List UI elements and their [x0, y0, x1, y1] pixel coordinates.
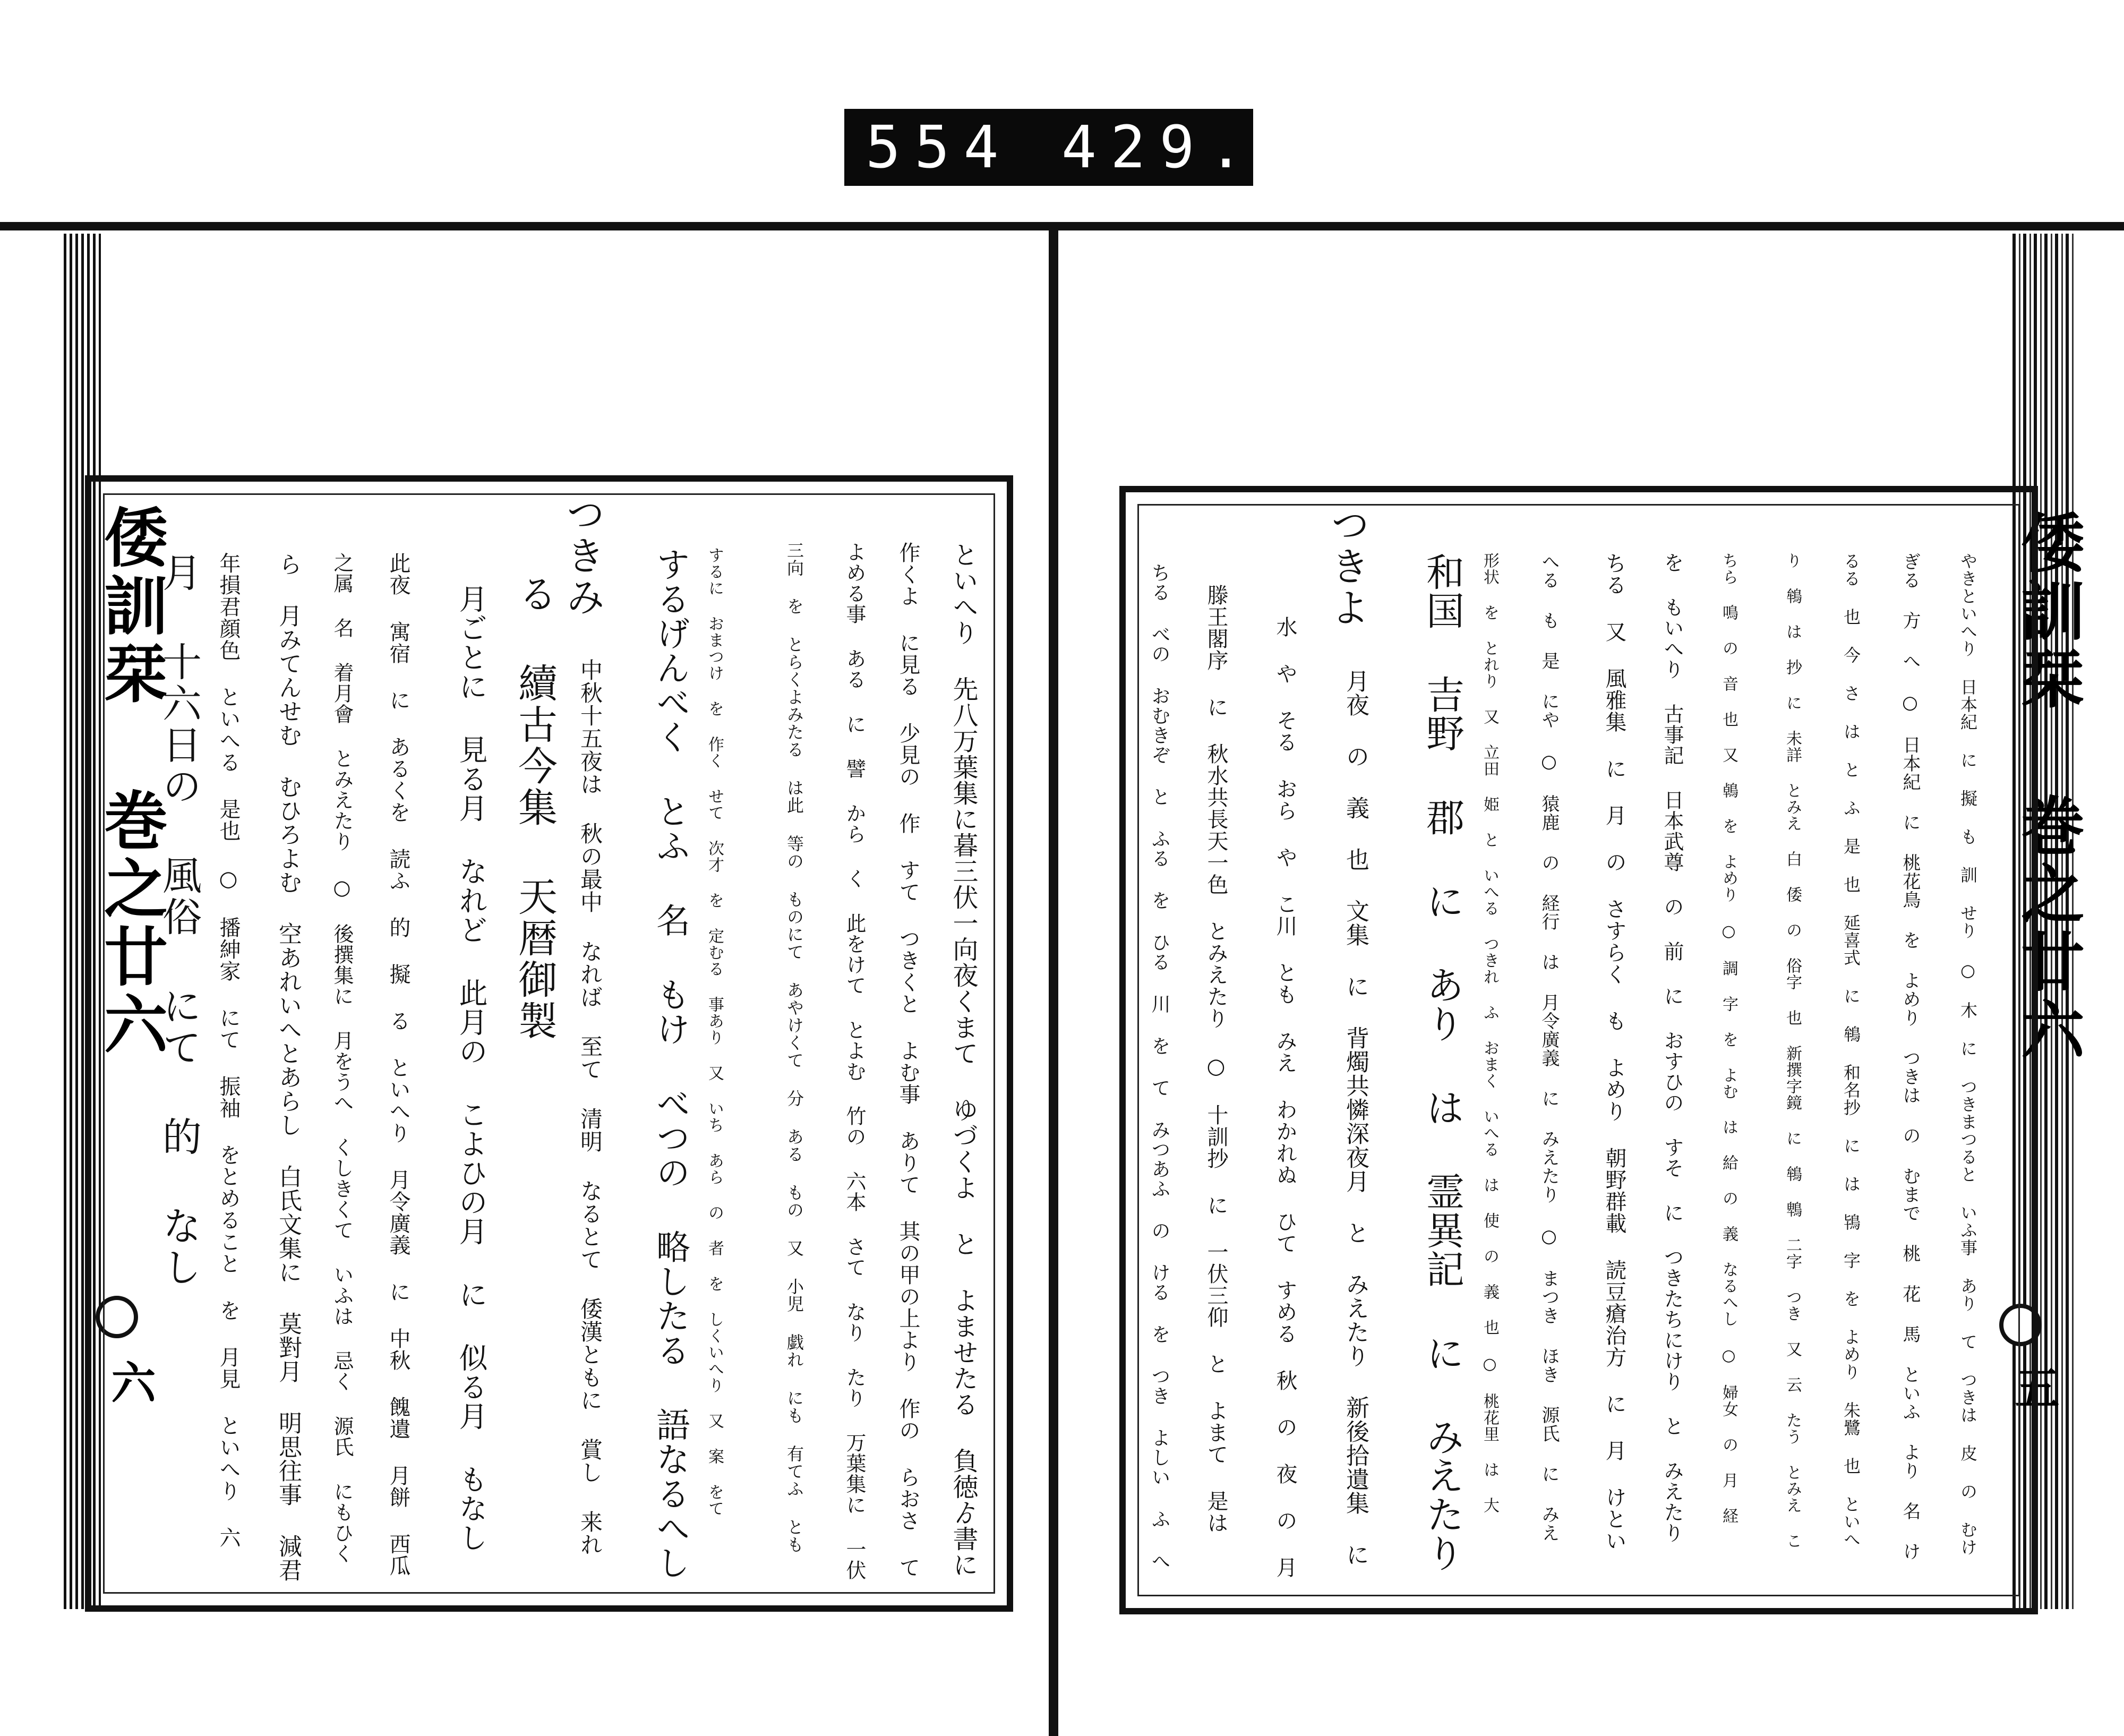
left-page-column: ら 月みてんせむ むひろよむ 空あれいへとあらし 白氏文集に 莫對月 明思往事 減君	[275, 552, 302, 1582]
right-page-heading: つきよ	[1324, 504, 1370, 629]
right-page-column: ちら 鳴 の 音 也 又 鵫 を よめり ○ 調 字 を よむ は 給 の 義 なるへし ○ 婦女 の 月 経	[1719, 552, 1738, 1524]
left-page-margin-title: 倭訓栞 巻之廿六	[93, 504, 168, 1059]
right-page-column: 滕王閣序 に 秋水共長天一色 とみえたり ○ 十訓抄 に 一伏三仰 と よまて 是は	[1204, 584, 1228, 1534]
left-page-column: といへり 先八万葉集に暮三伏一向夜くまて ゆづくよ と よませたる 負徳ゟ書に	[948, 542, 978, 1578]
right-page-column: 形状 を とれり 又 立田 姫 と いへる つきれ ふ おまく いへる は 使 の 義 也 ○ 桃花里 は 大	[1480, 552, 1499, 1513]
book-top-edge	[0, 222, 2124, 230]
left-page-heading: つきみ	[560, 494, 605, 618]
right-page-column: へる も 是 にや ○ 猿鹿 の 経行 は 月令廣義 に みえたり ○ まつき ほき 源氏 に みえ	[1538, 552, 1560, 1542]
right-page-column: やきといへり 日本紀 に 擬 も 訓 せり ○ 木 に つきまつると いふ事 あり て つきは 皮 の むけ	[1958, 552, 1978, 1556]
left-page-column: よめる事 ある に 譬 から く 此をけて とよむ 竹の 六本 さて なり たり 万葉集に 一伏	[843, 542, 866, 1580]
book-spine-gutter	[1049, 226, 1058, 1736]
right-page-column: ちる べの おむきぞ と ふる を ひる 川 を て みつあふ の ける を つき よしい ふ へ	[1149, 563, 1170, 1571]
right-page-column: るる 也 今 さ は と ふ 是 也 延喜式 に 鴾 和名抄 に は 鴇 字 を よめり 朱鷺 也 といへ	[1841, 552, 1861, 1548]
left-page-column: る 續古今集 天暦御製	[512, 574, 558, 1042]
left-page-column: 之属 名 着月會 とみえたり ○ 後撰集に 月をうへ くしきくて いふは 忌く 源氏 にもひく	[330, 552, 354, 1564]
right-page-column: り 鴾 は 抄 に 未詳 とみえ 白 倭 の 俗字 也 新撰字鏡 に 鴾 鵯 二字 つき 又 云 たう とみえ こ	[1783, 552, 1802, 1549]
archive-call-number-label: 554 429.	[844, 109, 1253, 186]
left-page-column: 中秋十五夜は 秋の最中 なれば 至て 清明 なるとて 倭漢ともに 賞し 来れ	[577, 659, 603, 1556]
left-page-number: 六	[104, 1359, 157, 1404]
left-page-column: 年損君顔色 といへる 是也 ○ 播紳家 にて 振袖 をとめること を 月見 といへり 六	[216, 552, 241, 1549]
left-page-poem: 月ごとに 見る月 なれど 此月の こよひの月 に 似る月 もなし	[455, 584, 488, 1552]
right-page-column: 和国 吉野 郡 に あり は 霊異記 に みえたり	[1420, 552, 1464, 1572]
right-page-poem: 水 や そる おら や こ川 とも みえ わかれぬ ひて すめる 秋 の 夜 の 月	[1273, 616, 1297, 1578]
right-page-column: を もいへり 古事記 日本武尊 の 前 に おすひの すそ に つきたちにけり と みえたり	[1660, 552, 1684, 1543]
right-page-column: ぎる 方 へ ○ 日本紀 に 桃花鳥 を よめり つきは の むまで 桃 花 馬 といふ より 名 け	[1899, 552, 1921, 1561]
left-page-column: 此夜 寓宿 に あるくを 読ふ 的 擬 る といへり 月令廣義 に 中秋 餽遺 月餅 西瓜	[386, 552, 410, 1577]
left-page-column: するに おまつけ を 作く せて 次才 を 定むる 事あり 又 いち あら の 者 を しくいへり 又 案 をて	[705, 547, 724, 1517]
right-page-column: 月夜 の 義 也 文集 に 背燭共憐深夜月 と みえたり 新後拾遺集 に	[1342, 669, 1369, 1567]
left-page-column: するげんべく とふ 名 もけ べつの 略したる 語なるへし	[650, 547, 690, 1580]
right-page-number: 五	[2008, 1365, 2060, 1409]
right-page-margin-title: 倭訓栞 巻之廿六	[2010, 510, 2085, 1065]
left-page-column: 月 十六日の 風俗 にて 的 なし	[156, 552, 202, 1288]
left-page-column: 作くよ に見る 少見の 作 すて つきくと よむ事 ありて 其の甲の上より 作の らおさ て	[896, 542, 920, 1578]
right-page-column: ちる 又 風雅集 に 月 の さすらく も よめり 朝野群載 読豆瘡治方 に 月 けとい	[1602, 552, 1626, 1552]
left-page-column: 三向 を とらくよみたる は此 等の ものにて あやけくて 分 ある もの 又 小児 戯れ にも 有てふ とも	[784, 542, 804, 1553]
